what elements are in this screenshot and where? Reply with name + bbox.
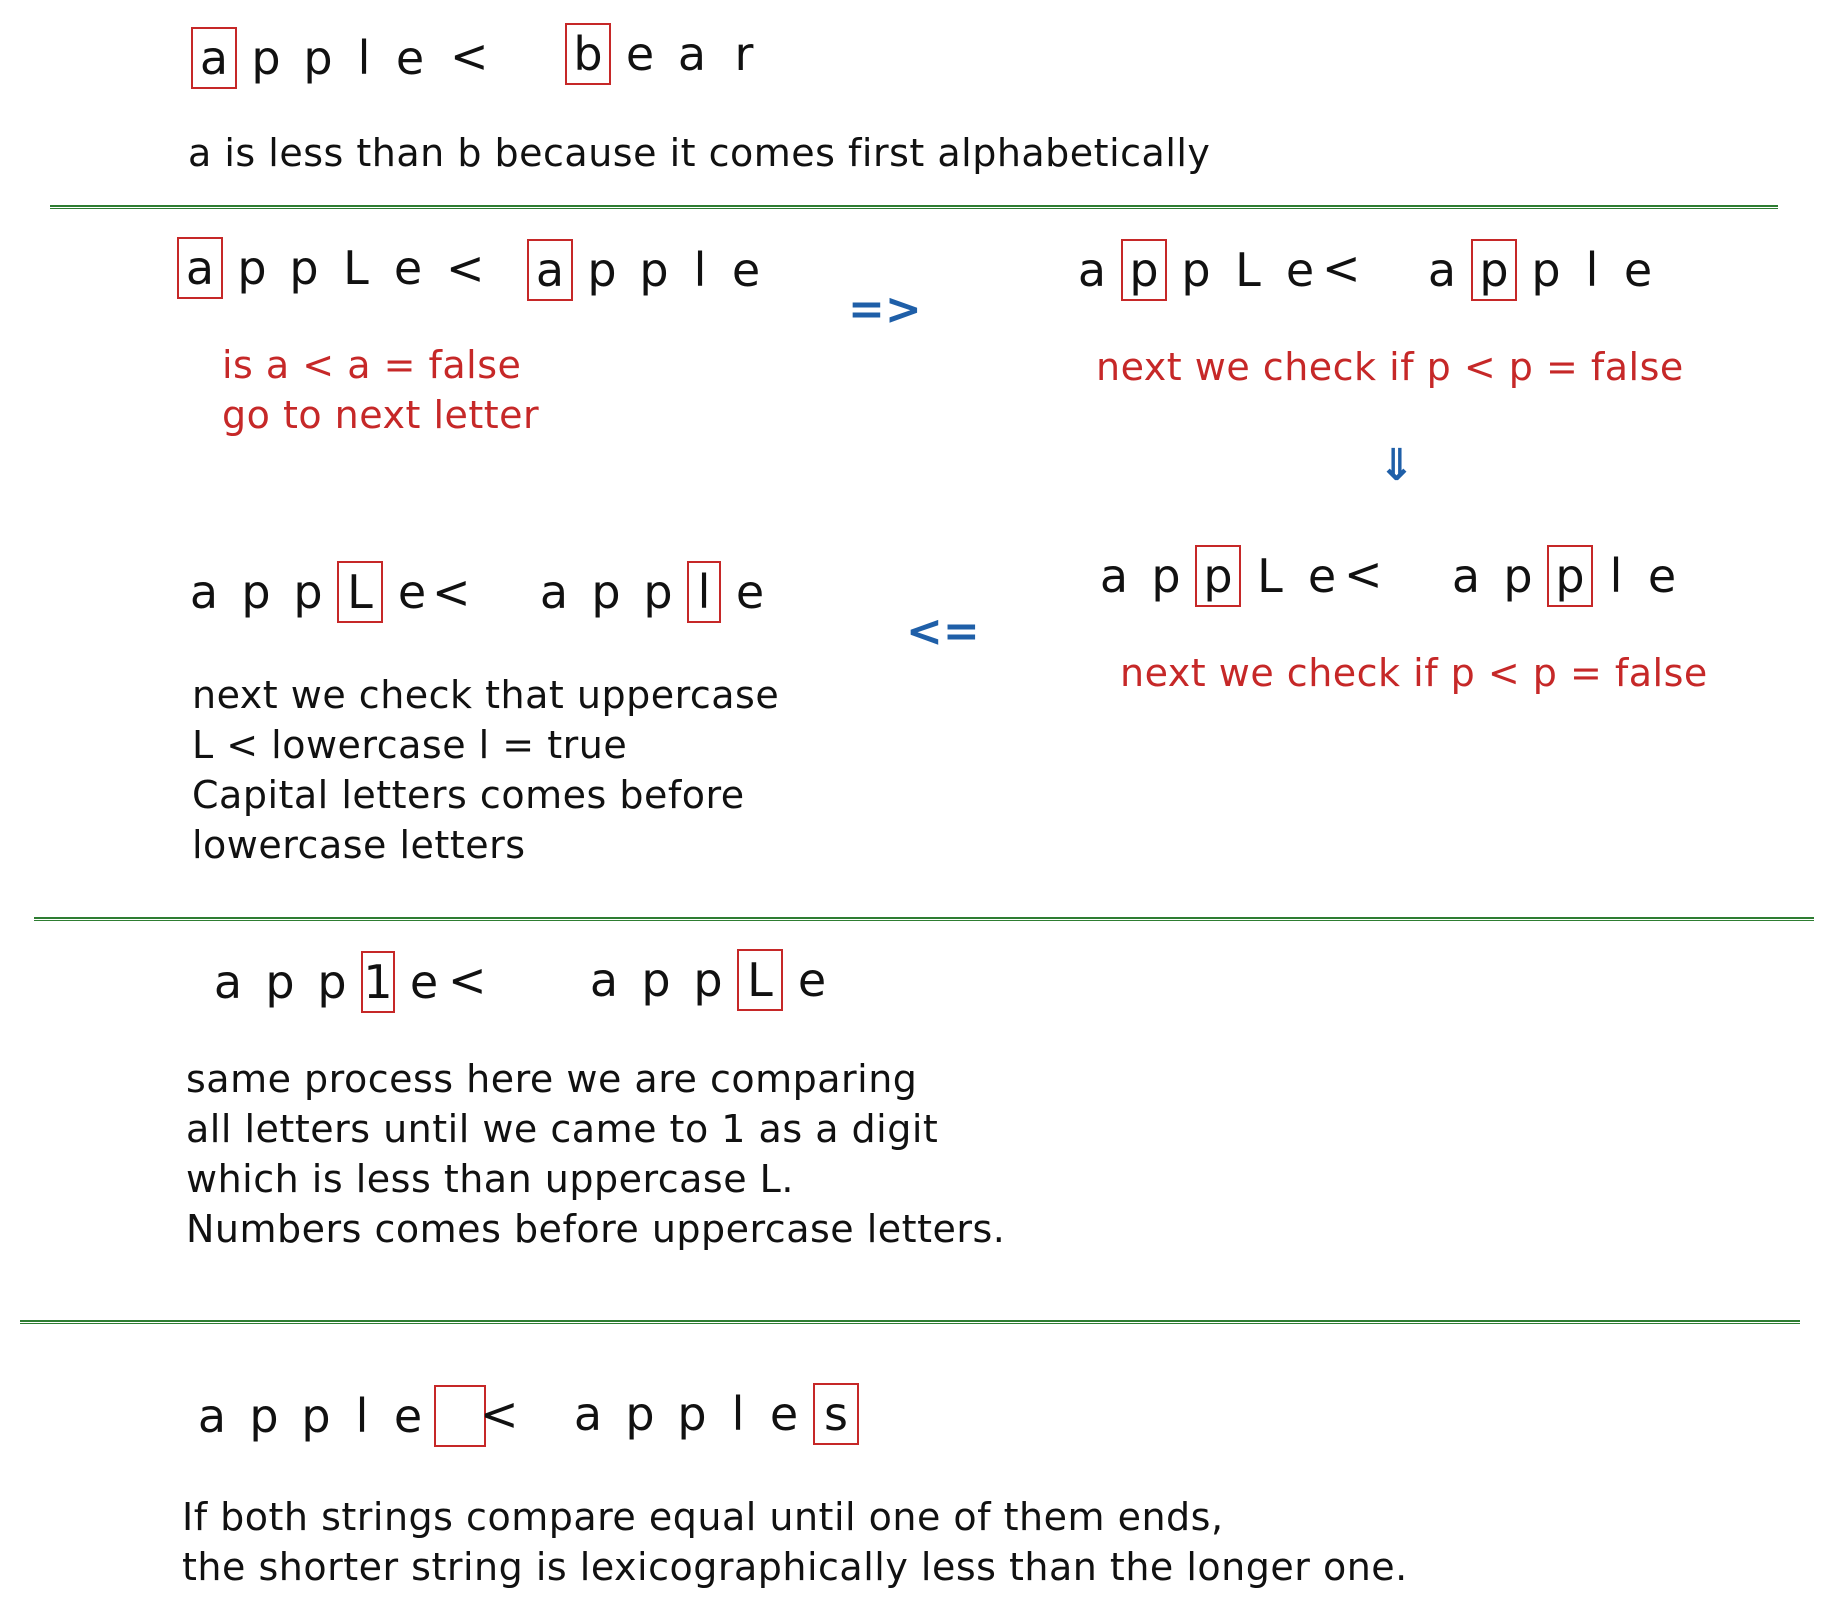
letter: p [1531,243,1561,297]
letter: L [343,241,369,295]
letter: a [539,565,569,619]
letter: a [573,1387,603,1441]
s2-step2-left-word [1066,234,1326,306]
s2-step3-note: next we check if p < p = false [1120,651,1708,695]
s2-step4-right-word [528,556,776,628]
s2-step2-right-word [1416,234,1664,306]
s4-line: the shorter string is lexicographically less than the longer one. [182,1545,1408,1589]
letter: a [1427,243,1457,297]
highlighted-letter: b [565,23,611,85]
s3-less-than: < [448,953,487,1007]
divider-2 [34,917,1814,921]
s3-right-word [578,944,838,1016]
letter: p [693,953,723,1007]
letter: a [1451,549,1481,603]
letter: p [639,243,669,297]
letter: p [317,955,347,1009]
highlighted-letter: p [1547,545,1593,607]
s2-step2-note: next we check if p < p = false [1096,345,1684,389]
s1-right-word [562,18,770,90]
letter: p [251,31,281,85]
s4-less-than: < [480,1387,519,1441]
highlighted-letter: a [191,27,237,89]
s2-step1-note-line2: go to next letter [222,393,540,437]
highlighted-letter: a [177,237,223,299]
s3-left-word [202,946,450,1018]
s2-step1-left-word [174,232,434,304]
letter: l [1609,549,1623,603]
s4-right-word [562,1378,862,1450]
letter: p [1151,549,1181,603]
s4-line: If both strings compare equal until one of them ends, [182,1495,1224,1539]
s2-step4-less-than: < [432,565,471,619]
letter: L [1257,549,1283,603]
letter: e [797,953,827,1007]
s2-step4-left-word [178,556,438,628]
letter: l [731,1387,745,1441]
s2-step4-explanation [192,670,779,870]
letter: e [1285,243,1315,297]
letter: a [1077,243,1107,297]
letter: p [591,565,621,619]
letter: a [677,27,707,81]
letter: L [1235,243,1261,297]
empty-letter-slot [434,1385,486,1447]
letter: e [395,31,425,85]
s2-step4-line: lowercase letters [192,823,526,867]
s3-line: all letters until we came to 1 as a digit [186,1107,939,1151]
s2-step1-right-word [524,234,772,306]
letter: a [189,565,219,619]
s2-step4-line: L < lowercase l = true [192,723,628,767]
letter: p [677,1387,707,1441]
letter: e [1647,549,1677,603]
letter: e [731,243,761,297]
highlighted-letter: s [813,1383,859,1445]
highlighted-letter: a [527,239,573,301]
s3-line: which is less than uppercase L. [186,1157,794,1201]
s2-step3-less-than: < [1344,547,1383,601]
s3-line: Numbers comes before uppercase letters. [186,1207,1006,1251]
divider-1 [50,205,1778,209]
letter: p [587,243,617,297]
letter: a [197,1389,227,1443]
right-arrow: => [848,284,922,335]
letter: p [641,953,671,1007]
letter: e [393,1389,423,1443]
letter: r [734,27,754,81]
letter: l [1585,243,1599,297]
s1-caption: a is less than b because it comes first alphabetically [188,131,1211,175]
letter: e [397,565,427,619]
letter: e [1307,549,1337,603]
letter: e [769,1387,799,1441]
letter: a [589,953,619,1007]
s2-step3-left-word [1088,540,1348,612]
letter: p [1181,243,1211,297]
divider-3 [20,1320,1800,1324]
s2-step2-less-than: < [1322,241,1361,295]
s2-step4-line: next we check that uppercase [192,673,780,717]
letter: l [355,1389,369,1443]
s2-step1-less-than: < [446,241,485,295]
letter: p [303,31,333,85]
letter: e [393,241,423,295]
letter: p [1503,549,1533,603]
highlighted-letter: p [1471,239,1517,301]
s2-step1-note-line1: is a < a = false [222,343,522,387]
letter: a [1099,549,1129,603]
letter: l [693,243,707,297]
highlighted-letter: 1 [361,951,395,1013]
s2-step3-right-word [1440,540,1688,612]
letter: e [409,955,439,1009]
down-arrow: ⇓ [1378,440,1415,491]
s1-left-word [188,22,436,94]
letter: p [249,1389,279,1443]
highlighted-letter: l [687,561,721,623]
s3-explanation [186,1054,1005,1254]
letter: p [289,241,319,295]
letter: p [301,1389,331,1443]
letter: p [625,1387,655,1441]
s4-explanation [182,1492,1408,1592]
s4-left-word [186,1380,486,1452]
s3-line: same process here we are comparing [186,1057,918,1101]
highlighted-letter: L [337,561,383,623]
letter: p [241,565,271,619]
letter: p [265,955,295,1009]
letter: e [1623,243,1653,297]
s2-step4-line: Capital letters comes before [192,773,745,817]
left-arrow: <= [906,606,980,657]
letter: p [293,565,323,619]
s2-step1-note [222,340,539,440]
s1-less-than: < [450,29,489,83]
letter: e [625,27,655,81]
letter: p [237,241,267,295]
letter: p [643,565,673,619]
letter: a [213,955,243,1009]
highlighted-letter: p [1195,545,1241,607]
highlighted-letter: p [1121,239,1167,301]
highlighted-letter: L [737,949,783,1011]
letter: l [357,31,371,85]
letter: e [735,565,765,619]
